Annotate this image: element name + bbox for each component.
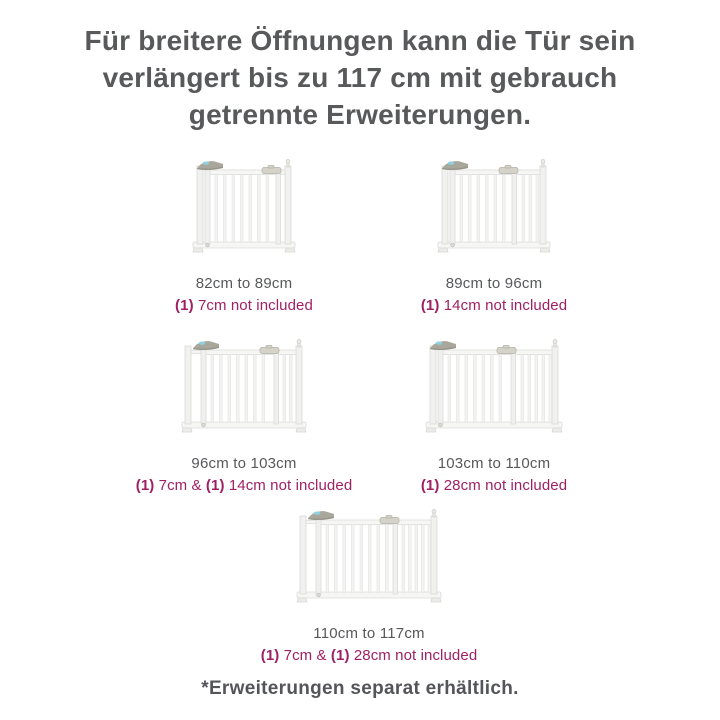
note-text-1: 14cm not included (439, 297, 568, 314)
gate-bars (316, 517, 398, 597)
gate-latch (497, 346, 516, 354)
gate-bars (438, 347, 516, 427)
gate-bars (450, 167, 517, 247)
gate-top-rail (438, 350, 552, 355)
note-text-1: 7cm & (154, 477, 206, 494)
extension-bars-28cm (521, 355, 552, 423)
gate-latch (260, 346, 279, 354)
note-count-1: (1) (420, 477, 440, 494)
note-count-2: (1) (205, 477, 225, 494)
gate-latch (499, 166, 518, 174)
gate-handle (430, 341, 456, 350)
gate-handle (197, 161, 223, 170)
safety-gate-illustration (181, 338, 307, 444)
extension-connector-7cm (191, 350, 201, 353)
size-range-label: 82cm to 89cm (195, 275, 293, 292)
headline-line-1: Für breitere Öffnungen kann die Tür sein (84, 25, 636, 56)
note-count-1: (1) (175, 297, 194, 314)
note-text-1: 28cm not included (439, 477, 568, 494)
note-text-1: 7cm not included (193, 297, 313, 314)
variant-103-110 (369, 338, 619, 496)
extension-bars-28cm (402, 525, 431, 593)
headline (0, 0, 720, 133)
variant-row-3 (0, 508, 720, 666)
variant-row-2 (0, 338, 720, 496)
gate-top-rail (201, 350, 296, 355)
note-text-1: 7cm & (279, 647, 331, 664)
size-range-label: 103cm to 110cm (437, 455, 551, 472)
gate-bottom-rail (426, 422, 562, 432)
gate-handle (193, 341, 219, 350)
extensions-note (421, 476, 567, 496)
size-range-label: 96cm to 103cm (191, 455, 297, 472)
extensions-note (136, 476, 353, 496)
extensions-note (421, 296, 567, 316)
safety-gate-illustration (192, 158, 296, 264)
note-count-2: (1) (330, 647, 350, 664)
gate-handle (308, 511, 334, 520)
extensions-note (175, 296, 313, 316)
note-text-2: 14cm not included (224, 477, 353, 494)
variant-96-103 (119, 338, 369, 496)
gate-latch (262, 166, 281, 174)
gate-bars (201, 347, 279, 427)
safety-gate-illustration (425, 338, 563, 444)
safety-gate-illustration (437, 158, 551, 264)
headline-line-3: getrennte Erweiterungen. (188, 99, 532, 130)
extension-bars-14cm (283, 355, 292, 423)
note-count-1: (1) (420, 297, 440, 314)
headline-line-2: verlängert bis zu 117 cm mit gebrauch (102, 62, 618, 93)
variant-row-1 (0, 158, 720, 316)
variant-89-96 (369, 158, 619, 316)
size-range-label: 89cm to 96cm (445, 275, 543, 292)
variant-110-117 (244, 508, 494, 666)
gate-top-rail (316, 520, 431, 525)
gate-latch (380, 516, 399, 524)
extension-bars-14cm (522, 175, 539, 243)
gate-top-rail (450, 170, 540, 175)
gate-handle (442, 161, 468, 170)
extensions-note (261, 646, 478, 666)
extension-connector-7cm (306, 520, 316, 523)
gate-bars (205, 167, 281, 247)
note-text-2: 28cm not included (349, 647, 478, 664)
variant-82-89 (119, 158, 369, 316)
footnote: *Erweiterungen separat erhältlich. (201, 678, 519, 699)
note-count-1: (1) (135, 477, 155, 494)
size-range-label: 110cm to 117cm (313, 625, 425, 642)
note-count-1: (1) (260, 647, 280, 664)
safety-gate-illustration (296, 508, 442, 614)
